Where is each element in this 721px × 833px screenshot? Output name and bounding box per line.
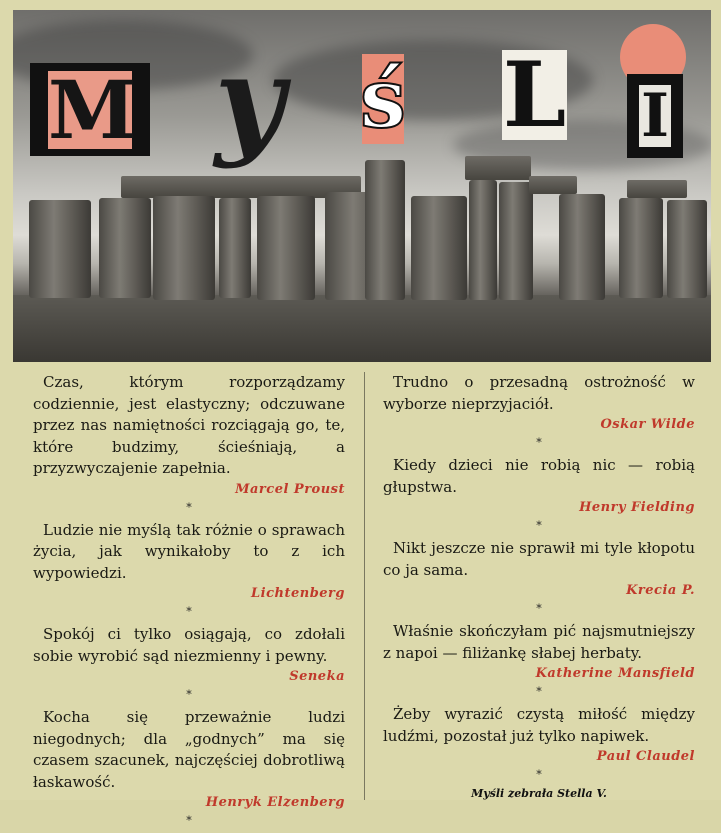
separator-star: * (536, 436, 542, 449)
separator-star: * (186, 500, 192, 514)
standing-stone (559, 194, 605, 300)
left-column (33, 372, 345, 833)
separator-star: * (186, 814, 192, 827)
separator-star: * (186, 688, 192, 701)
standing-stone (29, 200, 91, 298)
right-column (383, 372, 695, 800)
separator-star: * (186, 605, 192, 618)
quote-text: Żeby wyrazić czystą miłość między ludźmi, pozostał już tylko napiwek. (383, 705, 695, 745)
standing-stone (365, 160, 405, 300)
standing-stone (219, 198, 251, 298)
grass-field (13, 295, 711, 362)
standing-stone (99, 198, 151, 298)
quote-text: Właśnie skończyłam pić najsmutniejszy z napoi — filiżankę słabej herbaty. (383, 622, 695, 662)
title-letter-i: I (627, 74, 683, 158)
standing-stone (499, 182, 533, 300)
standing-stone (667, 200, 707, 298)
quote-author: Marcel Proust (235, 481, 345, 497)
quote-author: Seneka (289, 669, 345, 684)
collection-credit: Myśli zebrała Stella V. (471, 787, 607, 800)
quote-text: Czas, którym rozporządzamy codziennie, jest elastyczny; odczuwane przez nas namiętności rozciągają go, te, które budzimy, ścieśniają, a przyzwyczajenie zapełnia. (33, 373, 345, 477)
quote-author: Krecia P. (626, 583, 695, 598)
lintel-stone (627, 180, 687, 198)
quote-text: Nikt jeszcze nie sprawił mi tyle kłopotu co ja sama. (383, 539, 695, 579)
quote-text: Kocha się przeważnie ludzi niegodnych; dla „godnych” ma się czasem szacunek, najczęściej dobrotliwą łaskawość. (33, 708, 345, 791)
column-divider (364, 372, 365, 800)
title-letter-s: ś (359, 51, 407, 147)
title-letter-y: y (214, 29, 285, 171)
quote-author: Lichtenberg (251, 586, 345, 601)
title-letter-l: L (502, 42, 567, 148)
separator-star: * (536, 768, 542, 781)
quote-author: Oskar Wilde (600, 417, 695, 432)
separator-star: * (536, 685, 542, 698)
separator-star: * (536, 519, 542, 532)
standing-stone (257, 196, 315, 300)
quote-text: Trudno o przesadną ostrożność w wyborze nieprzyjaciół. (383, 373, 695, 413)
lintel-stone (529, 176, 577, 194)
quote-author: Paul Claudel (596, 749, 695, 764)
quote-author: Katherine Mansfield (535, 666, 695, 681)
standing-stone (619, 198, 663, 298)
quote-text: Kiedy dzieci nie robią nic — robią głupstwa. (383, 456, 695, 496)
lintel-stone (465, 156, 531, 180)
separator-star: * (536, 602, 542, 615)
standing-stone (469, 180, 497, 300)
quote-author: Henryk Elzenberg (205, 795, 345, 810)
standing-stone (411, 196, 467, 300)
quote-text: Ludzie nie myślą tak różnie o sprawach życia, jak wynikałoby to z ich wypowiedzi. (33, 520, 345, 582)
quote-text: Spokój ci tylko osiągają, co zdołali sobie wyrobić sąd niezmienny i pewny. (33, 625, 345, 665)
quote-author: Henry Fielding (579, 500, 695, 515)
title-letter-m: M (30, 63, 150, 156)
standing-stone (153, 196, 215, 300)
